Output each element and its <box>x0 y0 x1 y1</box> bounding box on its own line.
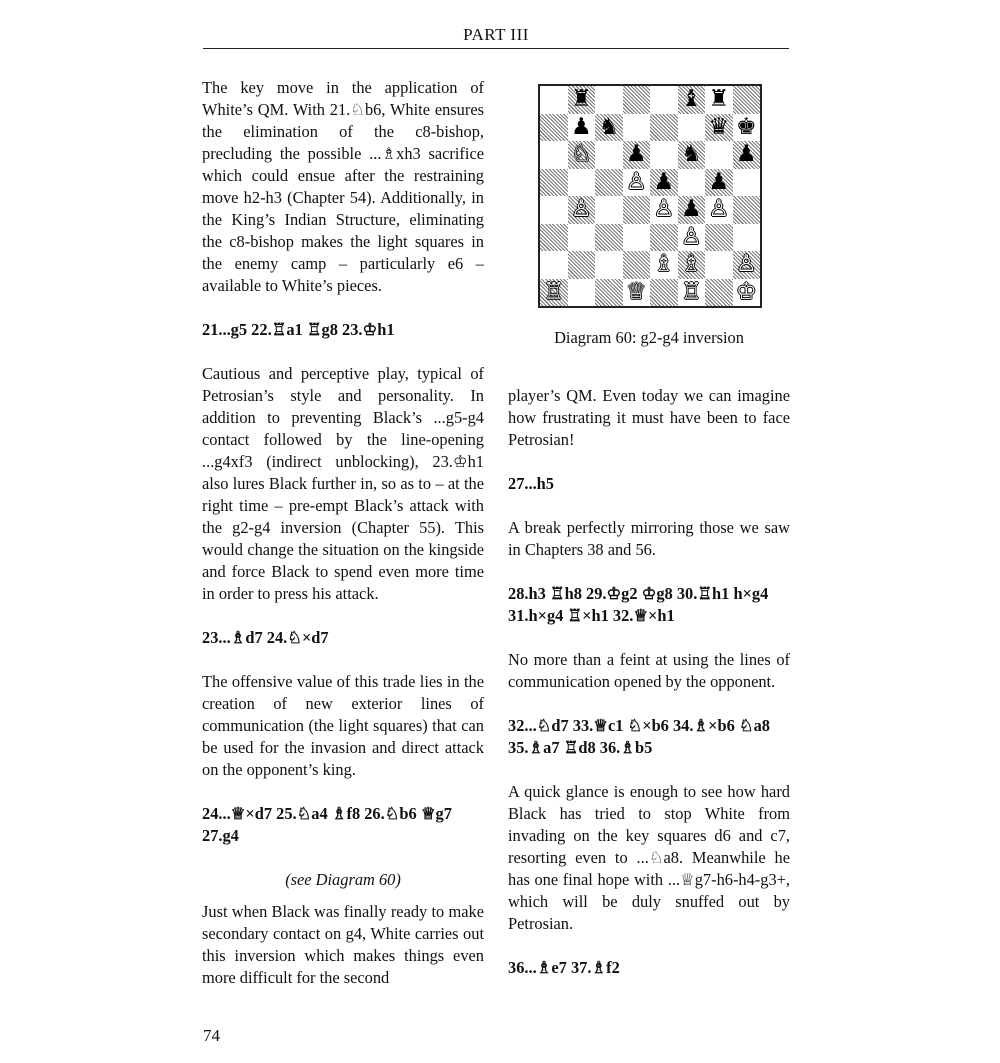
chess-piece-f6: ♞ <box>680 141 702 167</box>
board-square <box>540 251 568 279</box>
paragraph: The offensive value of this trade lies in the creation of new exterior lines of communication (the light squares) that can be used for the invasion and direct attack on the opponent’s king. <box>202 672 484 779</box>
board-square <box>650 279 678 307</box>
paragraph: The key move in the application of White’s QM. With 21.♘b6, White ensures the elimination of the c8-bishop, precluding the possible ...♗xh3 sacrifice which could ensue after the restraining move h2-h3 (Chapter 54). Additionally, in the King’s Indian Structure, eliminating the c8-bishop makes the light squares in the enemy camp – particularly e6 – available to White’s pieces. <box>202 78 484 295</box>
chess-piece-a1: ♖ <box>543 278 565 305</box>
diagram-caption: Diagram 60: g2-g4 inversion <box>554 328 744 347</box>
board-square <box>540 114 568 142</box>
board-square <box>623 114 651 142</box>
chess-piece-f1: ♖ <box>680 278 702 305</box>
chess-piece-d6: ♟ <box>625 141 647 167</box>
move-line: 36...♗e7 37.♗f2 <box>508 958 620 977</box>
right-column <box>508 385 790 1001</box>
chess-piece-b4: ♙ <box>570 196 592 222</box>
chess-piece-c7: ♞ <box>598 113 620 140</box>
diagram-reference: (see Diagram 60) <box>285 870 401 889</box>
running-header: PART III <box>463 25 529 44</box>
paragraph: A quick glance is enough to see how hard Black has tried to stop White from invading on the key squares d6 and c7, resorting even to ...♘a8. Meanwhile he has one final hope with ...♕g7-h6-h4-g3+, which will be duly snuffed out by Petrosian. <box>508 782 790 933</box>
board-square <box>733 224 761 252</box>
board-square <box>650 86 678 114</box>
chess-piece-f8: ♝ <box>680 86 702 112</box>
board-square <box>623 86 651 114</box>
chess-piece-g5: ♟ <box>708 168 730 195</box>
chess-piece-g4: ♙ <box>708 196 730 222</box>
left-column <box>202 77 484 1011</box>
board-square <box>705 224 733 252</box>
board-square <box>595 224 623 252</box>
chess-piece-h6: ♟ <box>735 141 757 167</box>
move-line: 27...h5 <box>508 474 554 493</box>
board-square <box>623 196 651 224</box>
chess-piece-f3: ♙ <box>680 223 702 250</box>
move-line: 24...♕×d7 25.♘a4 ♗f8 26.♘b6 ♕g7 27.g4 <box>202 804 452 845</box>
board-square <box>540 169 568 197</box>
paragraph: Just when Black was finally ready to make secondary contact on g4, White carries out this inversion which makes things even more difficult for the second <box>202 902 484 987</box>
move-line: 28.h3 ♖h8 29.♔g2 ♔g8 30.♖h1 h×g4 31.h×g4 ♖×h1 32.♕×h1 <box>508 584 769 625</box>
chess-piece-h2: ♙ <box>735 251 757 277</box>
chess-piece-e4: ♙ <box>653 196 675 222</box>
move-line: 23...♗d7 24.♘×d7 <box>202 628 329 647</box>
board-square <box>540 141 568 169</box>
chess-piece-d1: ♕ <box>625 278 647 305</box>
board-square <box>540 224 568 252</box>
board-square <box>678 169 706 197</box>
board-square <box>540 86 568 114</box>
board-square <box>733 169 761 197</box>
chess-piece-g7: ♛ <box>708 113 730 140</box>
board-square <box>623 224 651 252</box>
paragraph: Cautious and perceptive play, typical of Petrosian’s style and personality. In addition to preventing Black’s ...g5-g4 contact followed by the line-opening ...g4xf3 (indirect unblocking), 23.♔h1 also lures Black further in, so as to – at the right time – pre-empt Black’s attack with the g2-g4 inversion (Chapter 55). This would change the situation on the kingside and force Black to spend even more time in order to press his attack. <box>202 364 484 603</box>
board-square <box>705 279 733 307</box>
chess-piece-h1: ♔ <box>735 278 757 305</box>
move-line: 21...g5 22.♖a1 ♖g8 23.♔h1 <box>202 320 395 339</box>
board-square <box>595 141 623 169</box>
chess-diagram <box>538 84 762 308</box>
board-square <box>650 141 678 169</box>
move-line: 32...♘d7 33.♕c1 ♘×b6 34.♗×b6 ♘a8 35.♗a7 ♖d8 36.♗b5 <box>508 716 770 757</box>
chess-piece-e2: ♗ <box>653 251 675 277</box>
board-square <box>650 224 678 252</box>
chess-piece-b8: ♜ <box>570 86 592 112</box>
paragraph: A break perfectly mirroring those we saw in Chapters 38 and 56. <box>508 518 790 559</box>
board-square <box>568 279 596 307</box>
chess-piece-g8: ♜ <box>708 86 730 112</box>
board-square <box>733 196 761 224</box>
chess-piece-b7: ♟ <box>570 113 592 140</box>
paragraph: No more than a feint at using the lines of communication opened by the opponent. <box>508 650 790 691</box>
board-square <box>595 196 623 224</box>
header-rule <box>203 48 789 49</box>
chess-piece-f4: ♟ <box>680 196 702 222</box>
board-square <box>733 86 761 114</box>
chess-piece-f2: ♗ <box>680 251 702 277</box>
board-square <box>595 86 623 114</box>
chess-piece-d5: ♙ <box>625 168 647 195</box>
board-square <box>623 251 651 279</box>
board-square <box>678 114 706 142</box>
chess-piece-b6: ♘ <box>570 141 592 167</box>
board-square <box>705 251 733 279</box>
board-square <box>595 251 623 279</box>
board-square <box>568 251 596 279</box>
board-square <box>568 224 596 252</box>
board-square <box>650 114 678 142</box>
board-square <box>595 279 623 307</box>
board-square <box>595 169 623 197</box>
board-square <box>705 141 733 169</box>
chess-piece-h7: ♚ <box>735 113 757 140</box>
board-square <box>568 169 596 197</box>
chess-piece-e5: ♟ <box>653 168 675 195</box>
paragraph: player’s QM. Even today we can imagine how frustrating it must have been to face Petrosian! <box>508 386 790 449</box>
page-number: 74 <box>203 1026 220 1045</box>
board-square <box>540 196 568 224</box>
